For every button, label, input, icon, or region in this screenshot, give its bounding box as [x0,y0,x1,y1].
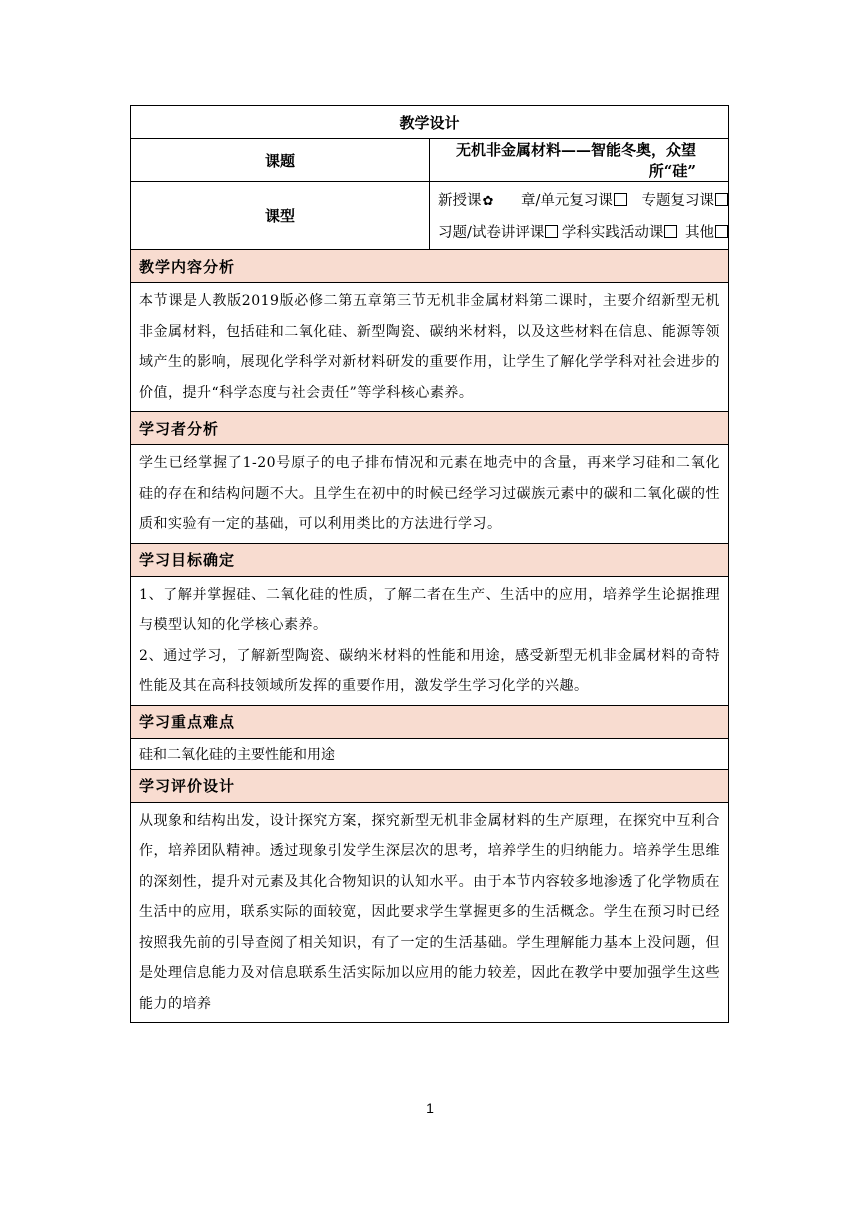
key-points-text: 硅和二氧化硅的主要性能和用途 [131,738,729,769]
topic-value: 无机非金属材料——智能冬奥，众望所“硅” [430,139,729,182]
checkbox-icon[interactable] [545,225,558,238]
learner-analysis-text: 学生已经掌握了1-20号原子的电子排布情况和元素在地壳中的含量，再来学习硅和二氧化硅的存在和结构问题不大。且学生在初中的时候已经学习过碳族元素中的碳和二氧化碳的性质和实验有一定的基础，可以利用类比的方法进行学习。 [131,445,729,544]
topic-label: 课题 [131,139,430,182]
option-other[interactable]: 其他 [685,221,728,242]
option-new-lesson[interactable]: 新授课✿ [438,193,494,209]
option-exercise-review[interactable]: 习题/试卷讲评课 [438,221,562,242]
option-topic-review[interactable]: 专题复习课 [642,189,729,210]
course-type-options [430,182,729,250]
learner-analysis-heading: 学习者分析 [131,412,729,445]
evaluation-text: 从现象和结构出发，设计探究方案，探究新型无机非金属材料的生产原理，在探究中互利合作，培养团队精神。透过现象引发学生深层次的思考，培养学生的归纳能力。培养学生思维的深刻性，提升对元素及其化合物知识的认知水平。由于本节内容较多地渗透了化学物质在生活中的应用，联系实际的面较宽，因此要求学生掌握更多的生活概念。学生在预习时已经按照我先前的引导查阅了相关知识，有了一定的生活基础。学生理解能力基本上没问题，但是处理信息能力及对信息联系生活实际加以应用的能力较差，因此在教学中要加强学生这些能力的培养 [131,802,729,1023]
checkbox-icon[interactable] [715,225,728,238]
page-number: 1 [426,1100,434,1116]
lesson-design-table [130,105,729,1023]
objective-item-2: 2、通过学习，了解新型陶瓷、碳纳米材料的性能和用途，感受新型无机非金属材料的奇特性能及其在高科技领域所发挥的重要作用，激发学生学习化学的兴趣。 [139,647,720,694]
checkbox-icon[interactable] [715,193,728,206]
content-analysis-text: 本节课是人教版2019版必修二第五章第三节无机非金属材料第二课时，主要介绍新型无机非金属材料，包括硅和二氧化硅、新型陶瓷、碳纳米材料，以及这些材料在信息、能源等领域产生的影响，展现化学科学对新材料研发的重要作用，让学生了解化学学科对社会进步的价值，提升“科学态度与社会责任”等学科核心素养。 [131,283,729,412]
course-type-label: 课型 [131,182,430,250]
objectives-content [131,576,729,705]
checkbox-icon[interactable] [614,193,627,206]
evaluation-heading: 学习评价设计 [131,769,729,802]
objectives-heading: 学习目标确定 [131,543,729,576]
option-practice-activity[interactable]: 学科实践活动课 [562,221,685,242]
document-title: 教学设计 [131,106,729,139]
checkbox-icon[interactable] [664,225,677,238]
course-type-row-2 [430,216,728,248]
course-type-row-1 [430,184,728,216]
option-unit-review[interactable]: 章/单元复习课 [521,189,641,210]
objective-item-1: 1、了解并掌握硅、二氧化硅的性质，了解二者在生产、生活中的应用，培养学生论据推理与模型认知的化学核心素养。 [139,586,720,633]
key-points-heading: 学习重点难点 [131,705,729,738]
checked-flower-icon: ✿ [482,194,494,209]
content-analysis-heading: 教学内容分析 [131,250,729,283]
